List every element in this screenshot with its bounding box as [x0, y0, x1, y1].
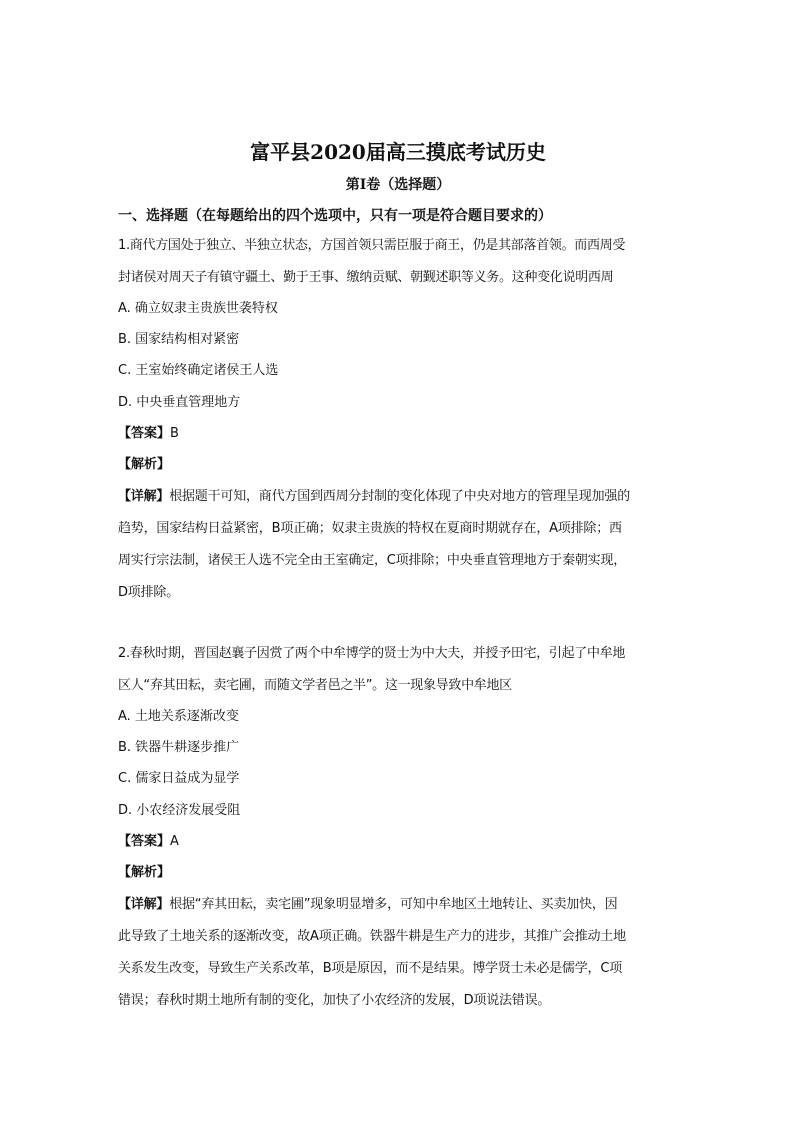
question-2-detail — [118, 889, 676, 1017]
question-1-option-b: B. 国家结构相对紧密 — [118, 332, 240, 347]
detail-line: 趋势，国家结构日益紧密，B项正确；奴隶主贵族的特权在夏商时期就存在，A项排除；西 — [118, 521, 622, 536]
question-1-stem-line-1: 1.商代方国处于独立、半独立状态，方国首领只需臣服于商王，仍是其部落首领。而西周受 — [118, 238, 626, 253]
detail-label: 【详解】 — [118, 489, 170, 504]
question-1-option-c: C. 王室始终确定诸侯王人选 — [118, 363, 279, 378]
question-1-analysis-label: 【解析】 — [118, 457, 171, 472]
question-1-answer — [118, 424, 678, 444]
question-1-detail — [118, 481, 676, 609]
detail-line: 周实行宗法制，诸侯王人选不完全由王室确定，C项排除；中央垂直管理地方于秦朝实现， — [118, 553, 627, 568]
section-subtitle: 第Ⅰ卷（选择题） — [345, 177, 451, 193]
answer-value: A — [170, 834, 179, 849]
question-2-option-d: D. 小农经济发展受阻 — [118, 803, 241, 818]
question-2-option-b: B. 铁器牛耕逐步推广 — [118, 740, 240, 755]
question-2-answer — [118, 832, 678, 852]
detail-line: 关系发生改变，导致生产关系改革，B项是原因，而不是结果。博学贤士未必是儒学，C项 — [118, 961, 622, 976]
question-1-option-a: A. 确立奴隶主贵族世袭特权 — [118, 301, 278, 316]
detail-label: 【详解】 — [118, 897, 170, 912]
question-2-stem-line-1: 2.春秋时期，晋国赵襄子因赏了两个中牟博学的贤士为中大夫，并授予田宅，引起了中牟地 — [118, 646, 626, 661]
question-2-stem-line-2: 区人“弃其田耘，卖宅圃，而随文学者邑之半”。这一现象导致中牟地区 — [118, 678, 512, 693]
section-heading: 一、选择题（在每题给出的四个选项中，只有一项是符合题目要求的） — [118, 208, 552, 224]
question-1-stem-line-2: 封诸侯对周天子有镇守疆土、勤于王事、缴纳贡赋、朝觐述职等义务。这种变化说明西周 — [118, 270, 614, 285]
detail-line: 根据“弃其田耘，卖宅圃”现象明显增多，可知中牟地区土地转让、买卖加快，因 — [169, 897, 618, 912]
answer-value: B — [170, 426, 179, 441]
detail-line: 根据题干可知，商代方国到西周分封制的变化体现了中央对地方的管理呈现加强的 — [169, 489, 631, 504]
detail-line: 此导致了土地关系的逐渐改变，故A项正确。铁器牛耕是生产力的进步，其推广会推动土地 — [118, 929, 626, 944]
answer-label: 【答案】 — [118, 426, 171, 441]
question-2-analysis-label: 【解析】 — [118, 865, 171, 880]
detail-line: 错误；春秋时期土地所有制的变化，加快了小农经济的发展，D项说法错误。 — [118, 993, 551, 1008]
question-2-option-a: A. 土地关系逐渐改变 — [118, 709, 239, 724]
page-title: 富平县2020届高三摸底考试历史 — [250, 140, 546, 164]
answer-label: 【答案】 — [118, 834, 171, 849]
question-1-option-d: D. 中央垂直管理地方 — [118, 395, 241, 410]
question-2-option-c: C. 儒家日益成为显学 — [118, 771, 240, 786]
detail-line: D项排除。 — [118, 585, 180, 600]
